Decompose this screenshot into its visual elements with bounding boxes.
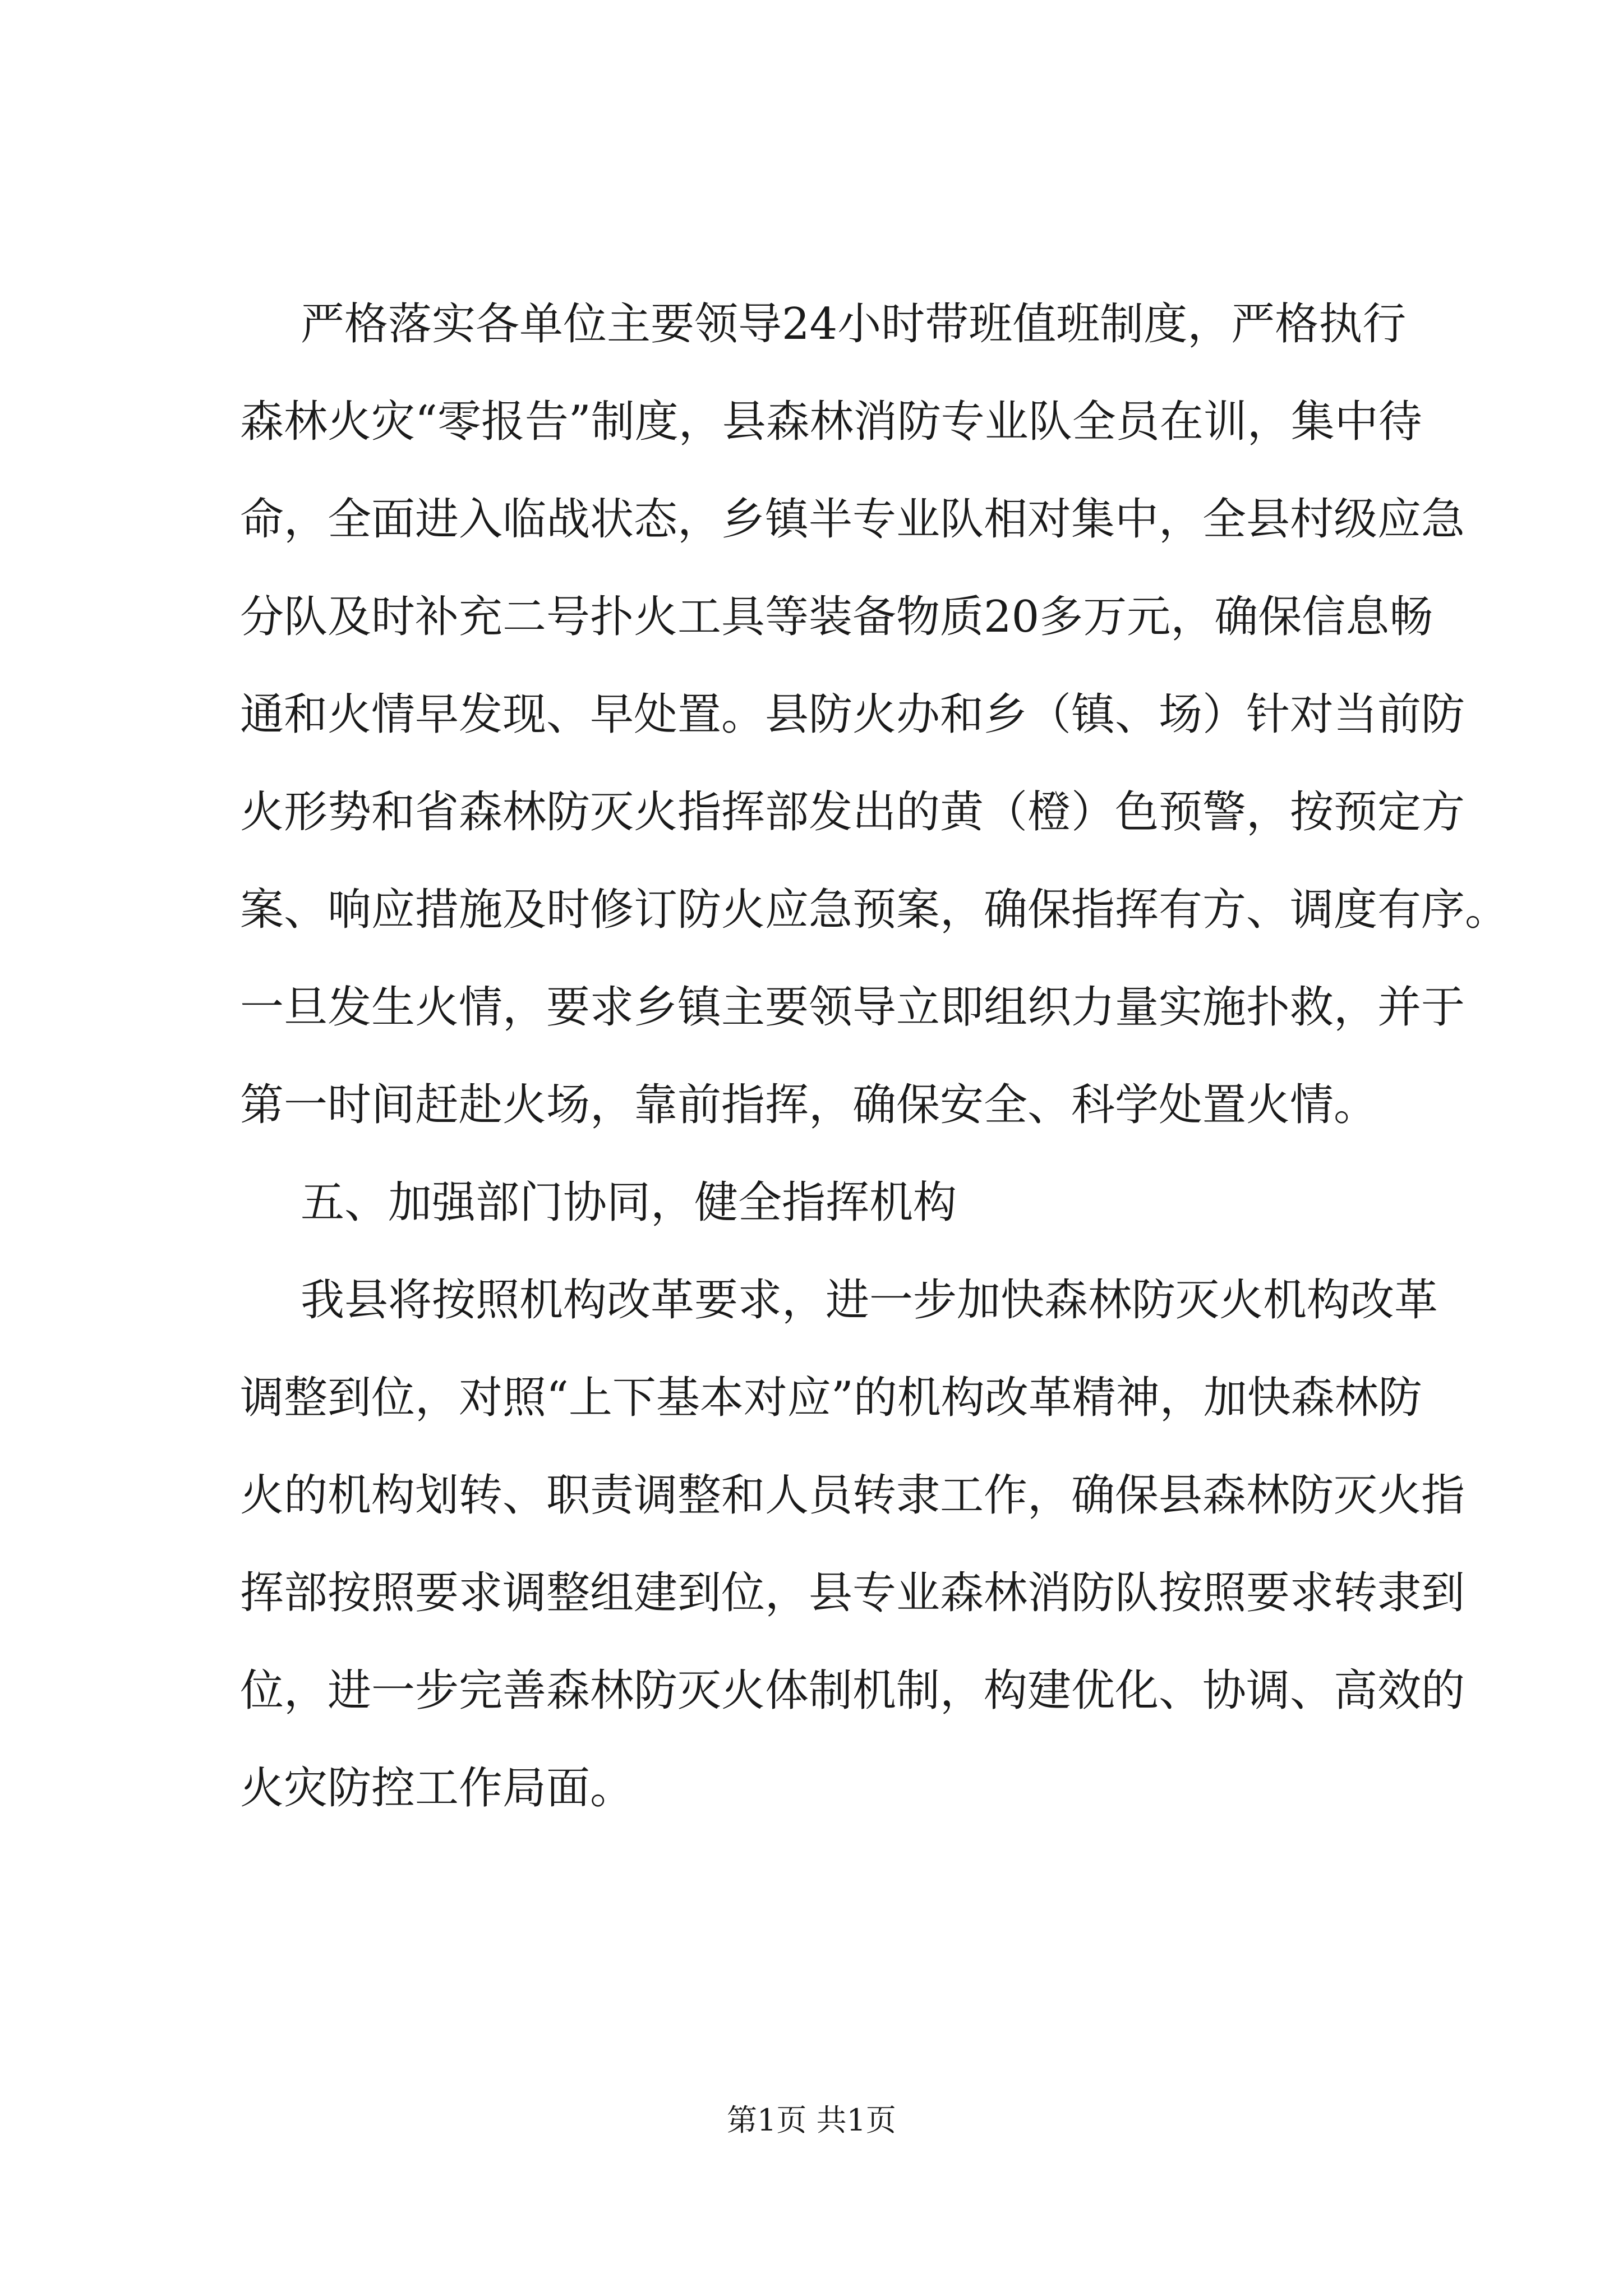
paragraph-2-line-2: 调整到位，对照“上下基本对应”的机构改革精神，加快森林防 [240, 1373, 1422, 1423]
paragraph-1-line-3: 命，全面进入临战状态，乡镇半专业队相对集中，全县村级应急 [240, 494, 1465, 545]
section-heading: 五、加强部门协同，健全指挥机构 [301, 1177, 957, 1228]
paragraph-2-line-4: 挥部按照要求调整组建到位，县专业森林消防队按照要求转隶到 [240, 1568, 1465, 1618]
paragraph-1-line-1: 严格落实各单位主要领导24小时带班值班制度，严格执行 [301, 299, 1407, 349]
page-footer: 第1页 共1页 [727, 2102, 896, 2138]
paragraph-1-line-9: 第一时间赶赴火场，靠前指挥，确保安全、科学处置火情。 [240, 1080, 1378, 1130]
paragraph-2-line-6: 火灾防控工作局面。 [240, 1763, 634, 1814]
paragraph-2-line-5: 位，进一步完善森林防灭火体制机制，构建优化、协调、高效的 [240, 1665, 1465, 1716]
paragraph-1-line-7: 案、响应措施及时修订防火应急预案，确保指挥有方、调度有序。 [240, 885, 1509, 935]
paragraph-1-line-5: 通和火情早发现、早处置。县防火办和乡（镇、场）针对当前防 [240, 689, 1465, 740]
paragraph-1-line-8: 一旦发生火情，要求乡镇主要领导立即组织力量实施扑救，并于 [240, 982, 1465, 1033]
paragraph-1-line-6: 火形势和省森林防灭火指挥部发出的黄（橙）色预警，按预定方 [240, 787, 1465, 838]
paragraph-1-line-2: 森林火灾“零报告”制度，县森林消防专业队全员在训，集中待 [240, 397, 1422, 447]
paragraph-1-line-4: 分队及时补充二号扑火工具等装备物质20多万元，确保信息畅 [240, 592, 1433, 642]
paragraph-2-line-1: 我县将按照机构改革要求，进一步加快森林防灭火机构改革 [301, 1275, 1438, 1326]
paragraph-2-line-3: 火的机构划转、职责调整和人员转隶工作，确保县森林防灭火指 [240, 1470, 1465, 1521]
